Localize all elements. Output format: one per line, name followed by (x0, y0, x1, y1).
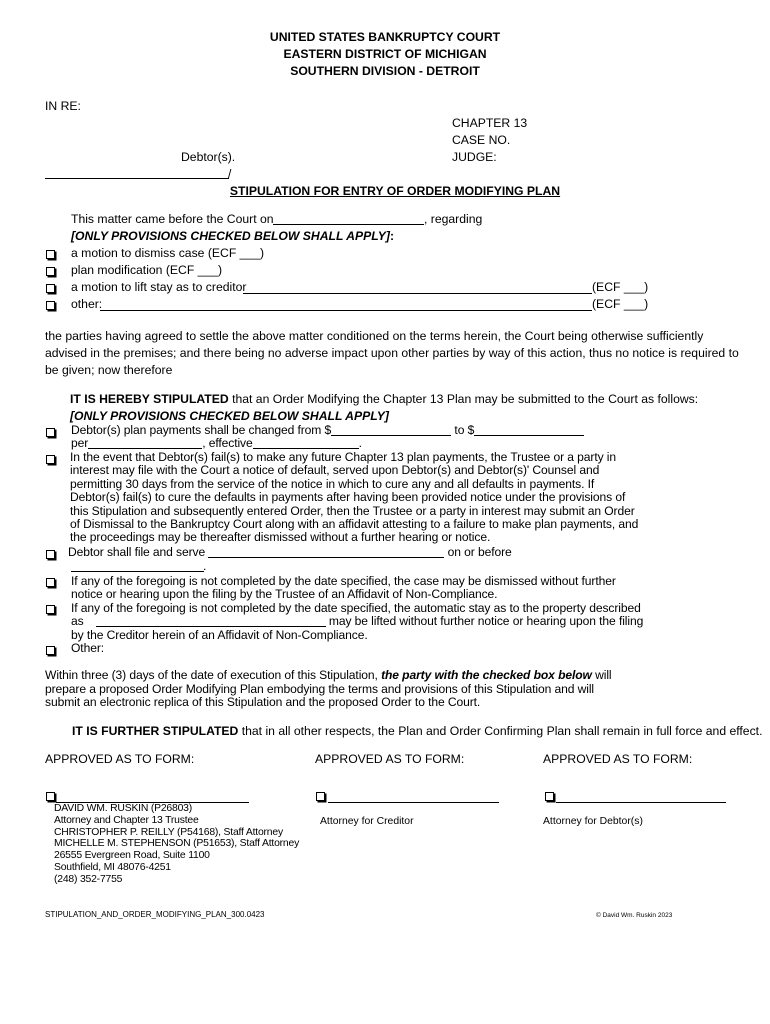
hearing-date-field[interactable] (273, 224, 424, 225)
dismiss-noncompliance-text: If any of the foregoing is not completed by the date specified, the case may be dismissed without further notice or hearing upon the filing by the Trustee of an Affidavit of Non-Compliance. (71, 574, 616, 602)
checkbox-default-provision[interactable] (46, 455, 55, 464)
in-re-label: IN RE: (45, 99, 81, 113)
caption-underline (45, 178, 229, 179)
item-other: other: (71, 297, 103, 311)
old-payment-amount-field[interactable] (331, 424, 451, 436)
new-payment-amount-field[interactable] (474, 424, 584, 436)
default-provision-text: In the event that Debtor(s) fail(s) to make any future Chapter 13 plan payments, the Trustee or a party in interest may file with the Court a notice of default, served upon Debtor(s) and Debtor(s)' Counsel and permitting 30 days from the service of the notice in which to cure any and all defaults in payments. If Debtor(s) fail(s) to cure the defaults in payments after having been provided notice under the provisions of this Stipulation and subsequently entered Order, then the Trustee or a party in interest may submit an Order of Dismissal to the Bankruptcy Court along with an affidavit attesting to a failure to make plan payments, and the proceedings may be thereafter dismissed without a further hearing or notice. (70, 450, 639, 545)
lift-stay-ecf: (ECF ___) (592, 280, 649, 294)
attorney-for-debtor: Attorney for Debtor(s) (543, 816, 643, 827)
other-stipulation-label: Other: (71, 641, 105, 655)
item-lift-stay: a motion to lift stay as to creditor (71, 280, 247, 294)
approved-debtor-label: APPROVED AS TO FORM: (543, 752, 693, 766)
creditor-name-field[interactable] (243, 293, 592, 294)
hereby-stipulated-line: IT IS HEREBY STIPULATED that an Order Modifying the Chapter 13 Plan may be submitted to the Court as follows: (70, 392, 699, 406)
other-ecf: (ECF ___) (592, 297, 649, 311)
within-three-days-line-1: Within three (3) days of the date of execution of this Stipulation, the party with the checked box below will (45, 668, 612, 682)
item-plan-modification: plan modification (ECF ___) (71, 263, 223, 277)
attorney-for-creditor: Attorney for Creditor (320, 816, 414, 827)
file-serve-line: Debtor shall file and serve on or before (68, 545, 512, 559)
debtor-attorney-signature-line[interactable] (556, 802, 726, 803)
checkbox-other-intro[interactable] (46, 301, 55, 310)
further-stipulated-line: IT IS FURTHER STIPULATED that in all other respects, the Plan and Order Confirming Plan shall remain in full force and effect. (72, 724, 763, 738)
agreement-line-3: be given; now therefore (45, 363, 173, 377)
effective-date-field[interactable] (253, 437, 359, 449)
agreement-line-1: the parties having agreed to settle the above matter conditioned on the terms herein, the Court being otherwise sufficiently (45, 329, 704, 343)
regarding-text: , regarding (424, 212, 483, 226)
approved-trustee-label: APPROVED AS TO FORM: (45, 752, 195, 766)
plan-payments-line: Debtor(s) plan payments shall be changed from $ to $ (71, 424, 584, 437)
footer-filename: STIPULATION_AND_ORDER_MODIFYING_PLAN_300.0423 (45, 910, 265, 919)
court-name: UNITED STATES BANKRUPTCY COURT (269, 30, 501, 44)
payment-period-field[interactable] (88, 437, 202, 449)
checkbox-plan-payments[interactable] (46, 428, 55, 437)
court-district: EASTERN DISTRICT OF MICHIGAN (283, 47, 487, 61)
stay-noncompliance-text: If any of the foregoing is not completed by the date specified, the automatic stay as to the property described as may be lifted without further notice or hearing upon the filing by the Creditor herein of an Affidavit of Non-Compliance. (71, 601, 644, 642)
matter-before-text: This matter came before the Court on (71, 212, 274, 226)
checkbox-stay-noncompliance[interactable] (46, 605, 55, 614)
court-division: SOUTHERN DIVISION - DETROIT (290, 64, 480, 78)
checkbox-other-stipulation[interactable] (46, 646, 55, 655)
debtors-label: Debtor(s). (181, 150, 236, 164)
checkbox-trustee-prepares[interactable] (46, 792, 55, 801)
file-serve-period: . (203, 559, 207, 573)
judge-label: JUDGE: (452, 150, 497, 164)
only-provisions-heading: [ONLY PROVISIONS CHECKED BELOW SHALL APPLY]: (71, 229, 394, 243)
checkbox-lift-stay[interactable] (46, 284, 55, 293)
caption-slash: / (228, 167, 232, 181)
property-description-field[interactable] (96, 615, 326, 627)
within-three-days-line-3: submit an electronic replica of this Stipulation and the proposed Order to the Court. (45, 695, 481, 709)
checkbox-creditor-prepares[interactable] (316, 792, 325, 801)
chapter-label: CHAPTER 13 (452, 116, 528, 130)
trustee-block: DAVID WM. RUSKIN (P26803) Attorney and Chapter 13 Trustee CHRISTOPHER P. REILLY (P54168), Staff Attorney MICHELLE M. STEPHENSON (P51653), Staff Attorney 26555 Evergreen Road, Suite 1100 Southfield, MI 48076-4251 (248) 352-7755 (54, 803, 300, 885)
file-serve-date-field[interactable] (71, 571, 204, 572)
case-no-label: CASE NO. (452, 133, 511, 147)
checkbox-file-and-serve[interactable] (46, 550, 55, 559)
footer-copyright: © David Wm. Ruskin 2023 (596, 912, 673, 919)
within-three-days-line-2: prepare a proposed Order Modifying Plan embodying the terms and provisions of this Stipulation and will (45, 682, 595, 696)
creditor-signature-line[interactable] (328, 802, 499, 803)
documents-to-file-field[interactable] (208, 546, 444, 558)
checkbox-dismiss-noncompliance[interactable] (46, 578, 55, 587)
checkbox-debtor-prepares[interactable] (545, 792, 554, 801)
checkbox-dismiss-motion[interactable] (46, 250, 55, 259)
checkbox-plan-modification[interactable] (46, 267, 55, 276)
item-dismiss-motion: a motion to dismiss case (ECF ___) (71, 246, 265, 260)
agreement-line-2: advised in the premises; and there being no adverse impact upon other parties by way of this action, thus no notice is required to (45, 346, 739, 360)
approved-creditor-label: APPROVED AS TO FORM: (315, 752, 465, 766)
only-provisions-heading-2: [ONLY PROVISIONS CHECKED BELOW SHALL APPLY] (70, 409, 389, 423)
document-title: STIPULATION FOR ENTRY OF ORDER MODIFYING PLAN (229, 184, 561, 198)
payment-period-line: per , effective . (71, 436, 362, 450)
other-description-field[interactable] (100, 310, 592, 311)
